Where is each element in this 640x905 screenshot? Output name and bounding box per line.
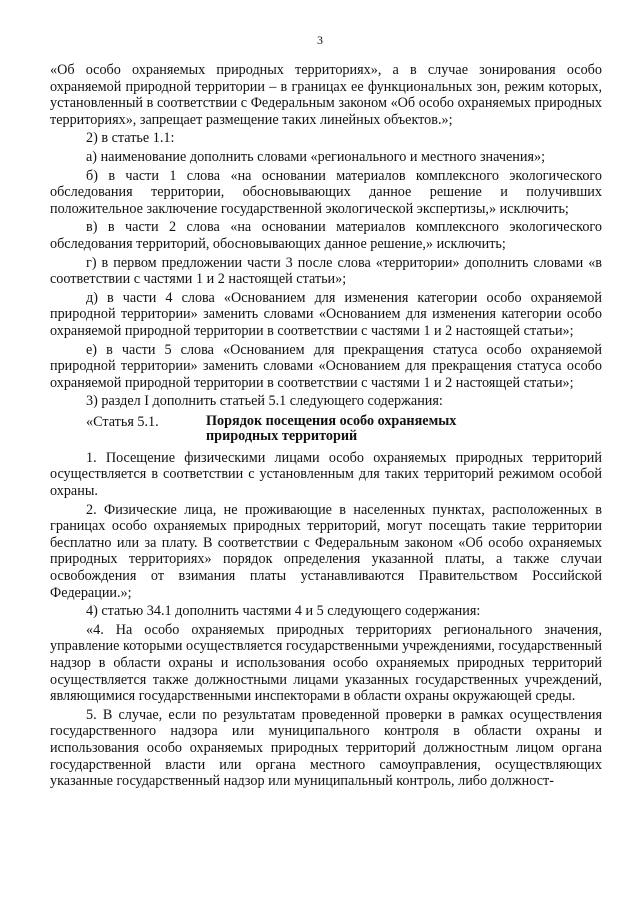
article-34-1-part-5: 5. В случае, если по результатам проведенной проверки в рамках осуществления государственного надзора или муниципального контроля в области охраны и использования особо охраняемых природных территорий должностным лицом органа государственной власти или органа местного самоуправления, осуществляющих указанные государственный надзор или муниципальный контроль, либо должност- [50,706,602,790]
document-body [50,62,602,792]
article-number: «Статья 5.1. [86,413,159,430]
paragraph-item-2: 2) в статье 1.1: [86,130,175,147]
paragraph-item-2e: е) в части 5 слова «Основанием для прекращения статуса особо охраняемой природной территории» заменить словами «Основанием для прекращения статуса особо охраняемой природной территории в соответствии с частями 1 и 2 настоящей статьи»; [50,341,602,391]
article-part-1: 1. Посещение физическими лицами особо охраняемых природных территорий осуществляется в соответствии с установленным для таких территорий режимом особой охраны. [50,449,602,500]
paragraph-item-4: 4) статью 34.1 дополнить частями 4 и 5 следующего содержания: [86,603,481,620]
page-number: 3 [317,33,323,47]
article-title: Порядок посещения особо охраняемых природных территорий [206,412,457,444]
article-34-1-part-4: «4. На особо охраняемых природных территориях регионального значения, управление которыми осуществляется государственными учреждениями, государственный надзор в области охраны и использования особо охраняемых природных территорий осуществляется также должностными лицами указанных государственных учреждений, являющимися государственными инспекторами в области охраны окружающей среды. [50,621,602,705]
paragraph-item-2g: г) в первом предложении части 3 после слова «территории» дополнить словами «в соответствии с частями 1 и 2 настоящей статьи»; [50,254,602,288]
paragraph-item-3: 3) раздел I дополнить статьей 5.1 следующего содержания: [86,393,443,410]
paragraph-item-2b: б) в части 1 слова «на основании материалов комплексного экологического обследования территории, обосновывающих данное решение и получивших положительное заключение государственной экологической экспертизы,» исключить; [50,167,602,217]
paragraph-item-2v: в) в части 2 слова «на основании материалов комплексного экологического обследования территорий, обосновывающих данное решение,» исключить; [50,219,602,252]
article-heading [50,414,602,444]
paragraph-continuation: «Об особо охраняемых природных территориях», а в случае зонирования особо охраняемой природной территории – в границах ее функциональных зон, режим которых, установленный в соответствии с Федеральным законом «Об особо охраняемых природных территориях», запрещает размещение таких линейных объектов.»; [50,62,602,128]
article-part-2: 2. Физические лица, не проживающие в населенных пунктах, расположенных в границах особо охраняемых природных территорий, могут посещать такие территории бесплатно или за плату. В соответствии с Федеральным законом «Об особо охраняемых природных территориях» порядок определения указанной платы, а также случаи освобождения от взимания платы устанавливаются Правительством Российской Федерации.»; [50,501,602,601]
paragraph-item-2a: а) наименование дополнить словами «регионального и местного значения»; [86,148,546,165]
paragraph-item-2d: д) в части 4 слова «Основанием для изменения категории особо охраняемой природной территории» заменить словами «Основанием для изменения категории особо охраняемой природной территории в соответствии с частями 1 и 2 настоящей статьи»; [50,289,602,339]
